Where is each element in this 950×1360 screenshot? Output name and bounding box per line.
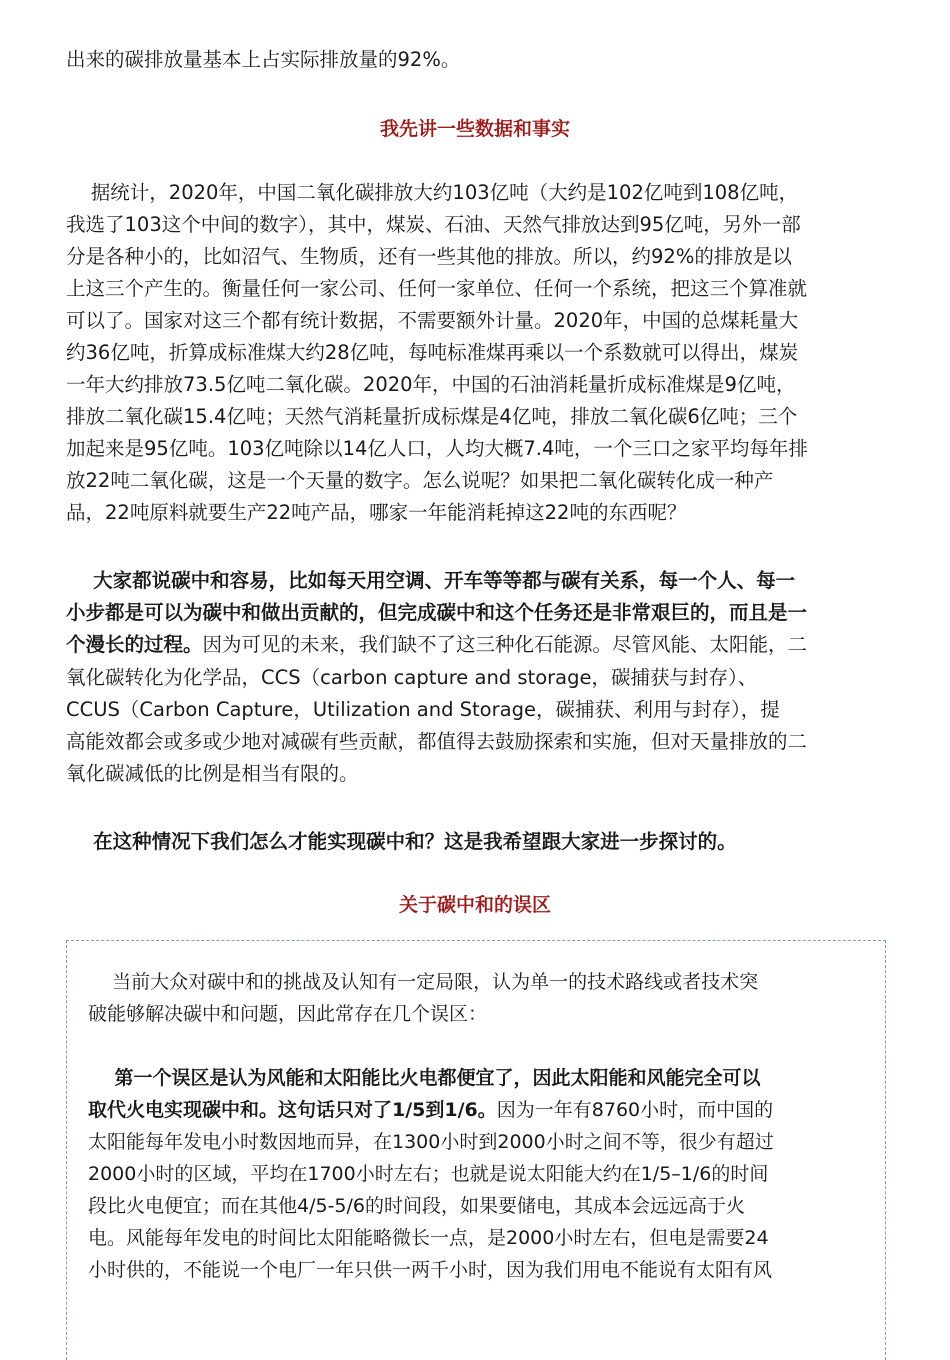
intro-line: 出来的碳排放量基本上占实际排放量的92%。 — [66, 48, 461, 71]
paragraph-question: 在这种情况下我们怎么才能实现碳中和？这是我希望跟大家进一步探讨的。 — [66, 830, 737, 853]
paragraph-line: 品，22吨原料就要生产22吨产品，哪家一年能消耗掉这22吨的东西呢？ — [66, 501, 687, 524]
paragraph-line: 放22吨二氧化碳，这是一个天量的数字。怎么说呢？如果把二氧化碳转化成一种产 — [66, 469, 774, 492]
paragraph-line: 约36亿吨，折算成标准煤大约28亿吨，每吨标准煤再乘以一个系数就可以得出，煤炭 — [66, 341, 799, 364]
paragraph-line: 2000小时的区域，平均在1700小时左右；也就是说太阳能大约在1/5–1/6的时间 — [88, 1163, 769, 1185]
text-segment: 因为可见的未来，我们缺不了这三种化石能源。尽管风能、太阳能，二 — [202, 633, 808, 656]
paragraph-line-bold: 第一个误区是认为风能和太阳能比火电都便宜了，因此太阳能和风能完全可以 — [88, 1067, 761, 1089]
paragraph-line: 当前大众对碳中和的挑战及认知有一定局限，认为单一的技术路线或者技术突 — [88, 971, 759, 993]
paragraph-line: 加起来是95亿吨。103亿吨除以14亿人口，人均大概7.4吨，一个三口之家平均每年排 — [66, 437, 808, 460]
paragraph-line-mixed — [66, 629, 807, 661]
paragraph-line: 氧化碳转化为化学品，CCS（carbon capture and storage，碳捕获与封存）、 — [66, 666, 758, 689]
paragraph-line: CCUS（Carbon Capture，Utilization and Storage，碳捕获、利用与封存），提 — [66, 698, 780, 721]
paragraph-line-mixed — [88, 1094, 773, 1126]
text-segment: 因为一年有8760小时，而中国的 — [496, 1099, 774, 1121]
section-heading-facts: 我先讲一些数据和事实 — [379, 118, 570, 140]
paragraph-line: 高能效都会或多或少地对减碳有些贡献，都值得去鼓励探索和实施，但对天量排放的二 — [66, 730, 808, 753]
paragraph-line: 我选了103这个中间的数字），其中，煤炭、石油、天然气排放达到95亿吨，另外一部 — [66, 213, 801, 236]
paragraph-line: 太阳能每年发电小时数因地而异，在1300小时到2000小时之间不等，很少有超过 — [88, 1131, 774, 1153]
section-heading-misconceptions: 关于碳中和的误区 — [398, 894, 551, 916]
paragraph-line: 段比火电便宜；而在其他4/5-5/6的时间段，如果要储电，其成本会远远高于火 — [88, 1195, 746, 1217]
paragraph-line: 可以了。国家对这三个都有统计数据，不需要额外计量。2020年，中国的总煤耗量大 — [66, 309, 799, 332]
paragraph-line-bold: 大家都说碳中和容易，比如每天用空调、开车等等都与碳有关系，每一个人、每一 — [66, 569, 796, 592]
paragraph-line: 破能够解决碳中和问题，因此常存在几个误区： — [88, 1003, 488, 1025]
paragraph-line: 一年大约排放73.5亿吨二氧化碳。2020年，中国的石油消耗量折成标准煤是9亿吨， — [66, 373, 796, 396]
paragraph-line-bold: 小步都是可以为碳中和做出贡献的，但完成碳中和这个任务还是非常艰巨的，而且是一 — [66, 601, 808, 624]
paragraph-line: 分是各种小的，比如沼气、生物质，还有一些其他的排放。所以，约92%的排放是以 — [66, 245, 792, 268]
paragraph-line: 上这三个产生的。衡量任何一家公司、任何一家单位、任何一个系统，把这三个算准就 — [66, 277, 808, 300]
paragraph-line: 小时供的，不能说一个电厂一年只供一两千小时，因为我们用电不能说有太阳有风 — [88, 1259, 773, 1281]
paragraph-line: 电。风能每年发电的时间比太阳能略微长一点，是2000小时左右，但电是需要24 — [88, 1227, 769, 1249]
paragraph-line: 排放二氧化碳15.4亿吨；天然气消耗量折成标煤是4亿吨，排放二氧化碳6亿吨；三个 — [66, 405, 798, 428]
paragraph-line: 氧化碳减低的比例是相当有限的。 — [66, 762, 359, 785]
bold-segment: 取代火电实现碳中和。这句话只对了1/5到1/6。 — [88, 1099, 497, 1121]
paragraph-line: 据统计，2020年，中国二氧化碳排放大约103亿吨（大约是102亿吨到108亿吨， — [66, 181, 799, 204]
bold-segment: 个漫长的过程。 — [66, 633, 203, 656]
